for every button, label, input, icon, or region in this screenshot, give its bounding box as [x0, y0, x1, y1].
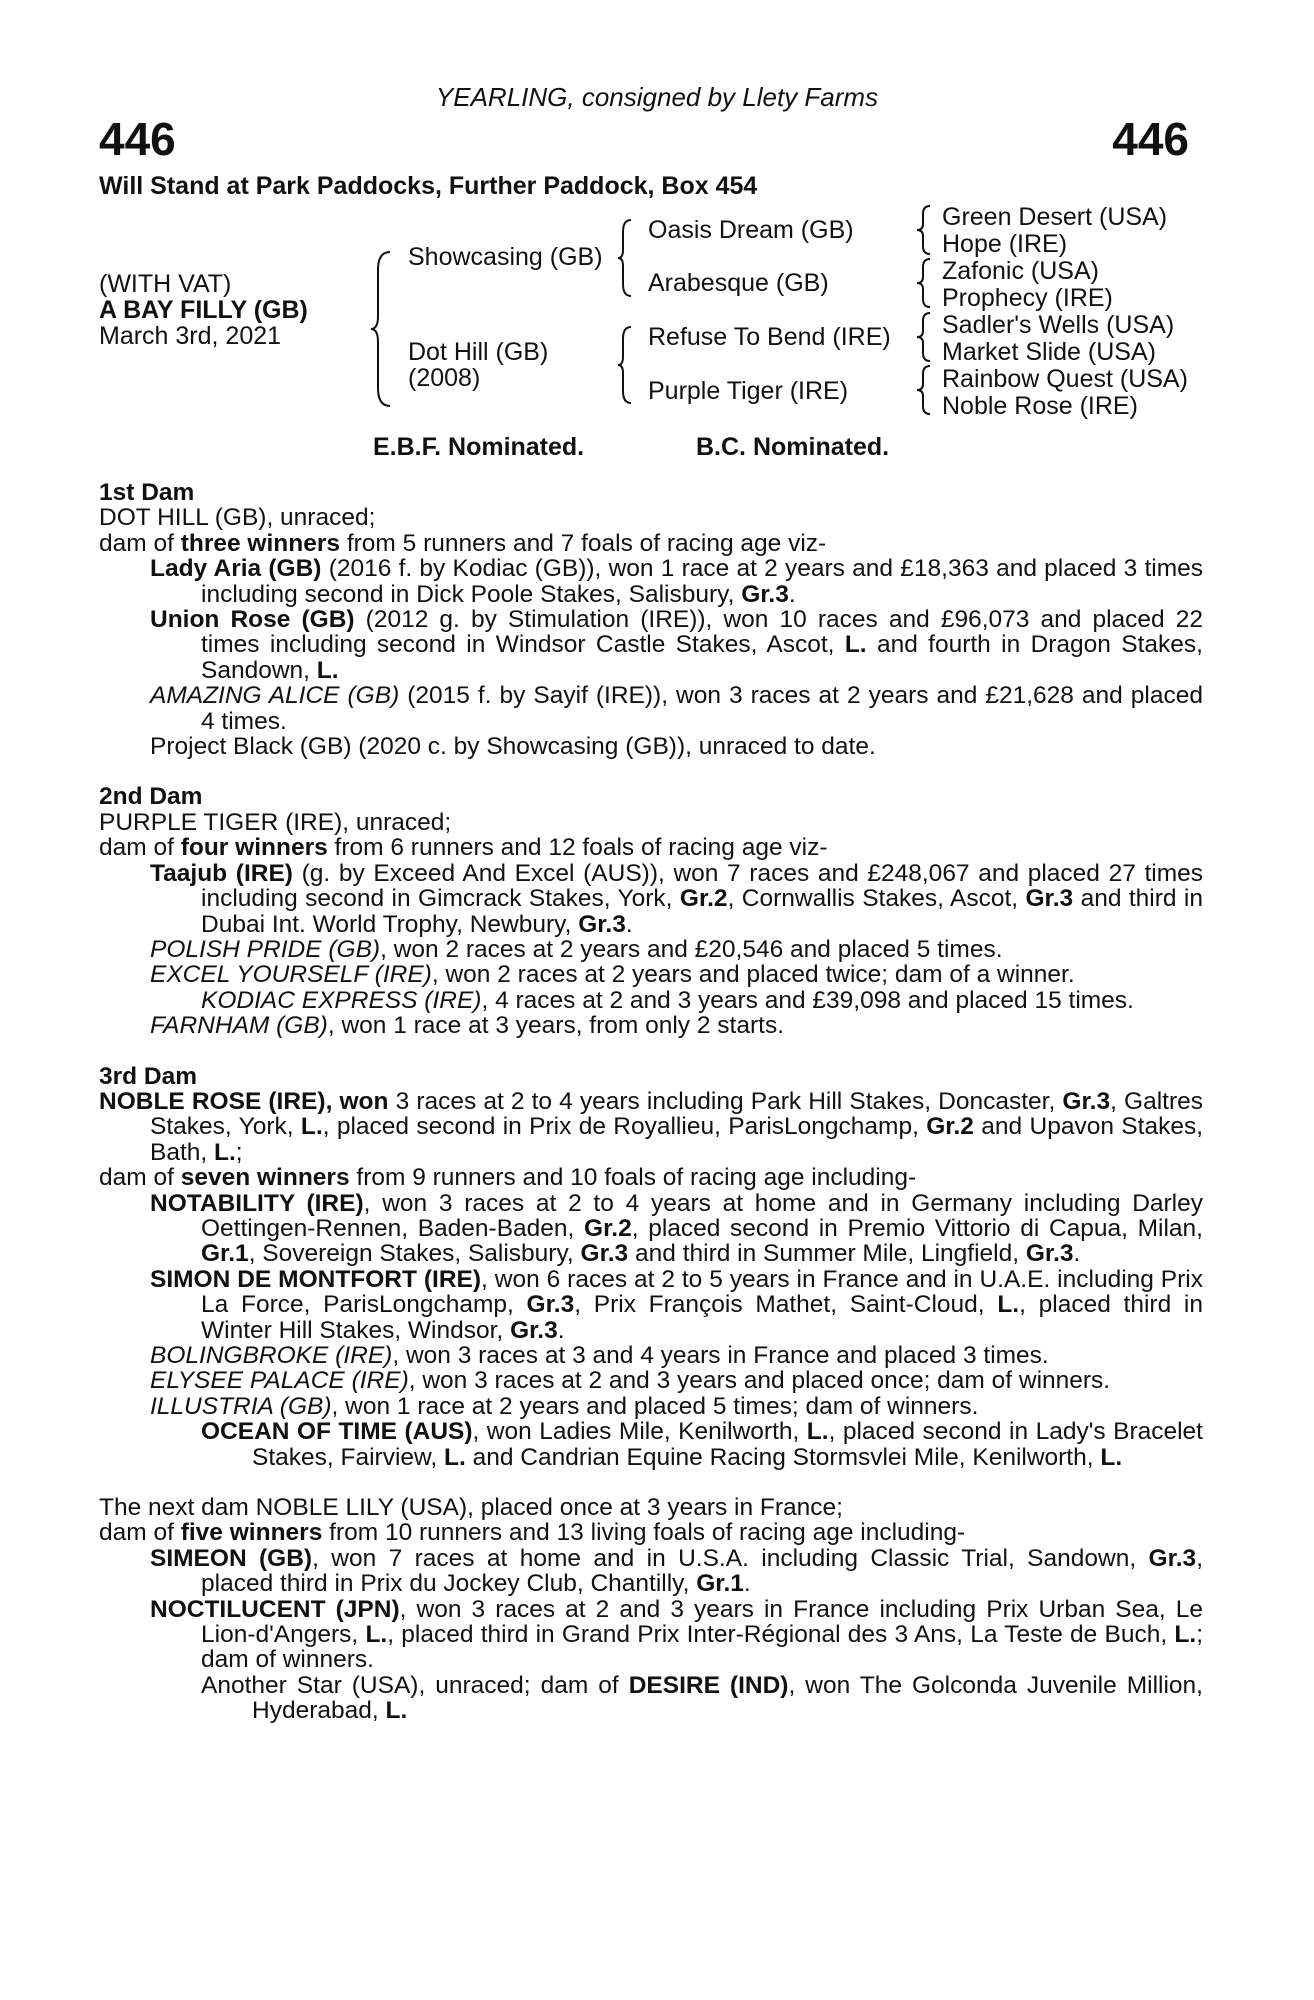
consignor-line: YEARLING, consigned by Llety Farms — [435, 82, 879, 112]
brace-g1 — [916, 204, 932, 256]
granddam-8: Noble Rose (IRE) — [942, 392, 1138, 420]
bc-nominated: B.C. Nominated. — [696, 433, 890, 461]
horse-name: A BAY FILLY (GB) — [99, 296, 308, 324]
produce-entry: FARNHAM (GB), won 1 race at 3 years, from only 2 starts. — [150, 1012, 785, 1040]
produce-entry: SIMON DE MONTFORT (IRE), won 6 races at 2 to 5 years in France and in U.A.E. including Prix La Force, ParisLongchamp, Gr.3, Prix François Mathet, Saint-Cloud, L., placed third in Winter Hill Stakes, Windsor, Gr.3. — [150, 1265, 1203, 1344]
dam-name: Dot Hill (GB) — [408, 338, 549, 366]
produce-entry: POLISH PRIDE (GB), won 2 races at 2 years and £20,546 and placed 5 times. — [150, 935, 1003, 963]
grandsire-7: Rainbow Quest (USA) — [942, 365, 1188, 393]
produce-entry: Lady Aria (GB) (2016 f. by Kodiac (GB)), won 1 race at 2 years and £18,363 and placed 3 times including second in Dick Poole Stakes, Salisbury, Gr.3. — [150, 555, 1203, 608]
granddam-2: Hope (IRE) — [942, 230, 1068, 258]
produce-entry: NOTABILITY (IRE), won 3 races at 2 to 4 years at home and in Germany including Darley Oettingen-Rennen, Baden-Baden, Gr.2, placed second in Premio Vittorio di Capua, Milan, Gr.1, Sovereign Stakes, Salisbury, Gr.3 and third in Summer Mile, Lingfield, Gr.3. — [150, 1189, 1203, 1268]
produce-entry: AMAZING ALICE (GB) (2015 f. by Sayif (IRE)), won 3 races at 2 years and £21,628 and placed 4 times. — [150, 682, 1204, 735]
lot-number-left: 446 — [99, 113, 176, 165]
produce-entry: Another Star (USA), unraced; dam of DESIRE (IND), won The Golconda Juvenile Million, Hyderabad, L. — [201, 1671, 1203, 1725]
brace-main — [370, 250, 392, 408]
catalogue-body — [99, 480, 1203, 1724]
produce-entry: ELYSEE PALACE (IRE), won 3 races at 2 and 3 years and placed once; dam of winners. — [150, 1367, 1111, 1395]
first-dam-title: 1st Dam — [99, 479, 195, 506]
produce-entry: EXCEL YOURSELF (IRE), won 2 races at 2 years and placed twice; dam of a winner. — [150, 961, 1075, 989]
dam-sire: Refuse To Bend (IRE) — [648, 323, 891, 351]
produce-entry: KODIAC EXPRESS (IRE), 4 races at 2 and 3 years and £39,098 and placed 15 times. — [201, 986, 1134, 1014]
brace-g4 — [916, 364, 932, 416]
brace-g3 — [916, 311, 932, 363]
foaled-date: March 3rd, 2021 — [99, 322, 282, 350]
produce-entry: Taajub (IRE) (g. by Exceed And Excel (AUS)), won 7 races and £248,067 and placed 27 times including second in Gimcrack Stakes, York, Gr.2, Cornwallis Stakes, Ascot, Gr.3 and third in Dubai Int. World Trophy, Newbury, Gr.3. — [150, 859, 1203, 938]
produce-entry: SIMEON (GB), won 7 races at home and in U.S.A. including Classic Trial, Sandown, Gr.3, placed third in Prix du Jockey Club, Chantilly, Gr.1. — [150, 1544, 1204, 1598]
produce-entry: BOLINGBROKE (IRE), won 3 races at 3 and 4 years in France and placed 3 times. — [150, 1342, 1049, 1369]
produce-entry: Project Black (GB) (2020 c. by Showcasing (GB)), unraced to date. — [150, 733, 876, 761]
dam-year: (2008) — [408, 364, 481, 392]
vat-note: (WITH VAT) — [99, 270, 232, 298]
next-dam-produce-summary: dam of five winners from 10 runners and 13 living foals of racing age including- — [99, 1519, 966, 1547]
produce-entry: NOCTILUCENT (JPN), won 3 races at 2 and 3 years in France including Prix Urban Sea, Le Lion-d'Angers, L., placed third in Grand Prix Inter-Régional des 3 Ans, La Teste de Buch, L.; dam of winners. — [150, 1595, 1203, 1674]
first-dam-line: DOT HILL (GB), unraced; — [99, 504, 376, 532]
brace-sire — [617, 218, 633, 298]
produce-entry: ILLUSTRIA (GB), won 1 race at 2 years and placed 5 times; dam of winners. — [150, 1392, 979, 1420]
sire-name: Showcasing (GB) — [408, 243, 603, 271]
grandsire-3: Zafonic (USA) — [942, 257, 1099, 285]
grandsire-1: Green Desert (USA) — [942, 203, 1168, 231]
grandsire-5: Sadler's Wells (USA) — [942, 311, 1175, 339]
produce-entry: OCEAN OF TIME (AUS), won Ladies Mile, Kenilworth, L., placed second in Lady's Bracelet Stakes, Fairview, L. and Candrian Equine Racing Stormsvlei Mile, Kenilworth, L. — [201, 1418, 1203, 1471]
third-dam-title: 3rd Dam — [99, 1062, 198, 1090]
third-dam-produce-summary: dam of seven winners from 9 runners and 10 foals of racing age including- — [99, 1164, 917, 1192]
second-dam-produce-summary: dam of four winners from 6 runners and 12 foals of racing age viz- — [99, 834, 828, 862]
next-dam-line: The next dam NOBLE LILY (USA), placed once at 3 years in France; — [99, 1494, 843, 1522]
ebf-nominated: E.B.F. Nominated. — [373, 433, 585, 461]
dam-dam: Purple Tiger (IRE) — [648, 377, 849, 405]
sire-sire: Oasis Dream (GB) — [648, 216, 854, 244]
stand-line: Will Stand at Park Paddocks, Further Paddock, Box 454 — [99, 172, 758, 200]
second-dam-line: PURPLE TIGER (IRE), unraced; — [99, 808, 452, 836]
granddam-4: Prophecy (IRE) — [942, 284, 1113, 312]
brace-dam — [617, 325, 633, 405]
granddam-6: Market Slide (USA) — [942, 338, 1156, 366]
third-dam-line: NOBLE ROSE (IRE), won 3 races at 2 to 4 years including Park Hill Stakes, Doncaster, Gr.3, Galtres Stakes, York, L., placed second in Prix de Royallieu, ParisLongchamp, Gr.2 and Upavon Stakes, Bath, L.; — [99, 1087, 1204, 1166]
lot-number-right: 446 — [1112, 113, 1189, 165]
produce-entry: Union Rose (GB) (2012 g. by Stimulation (IRE)), won 10 races and £96,073 and placed 22 times including second in Windsor Castle Stakes, Ascot, L. and fourth in Dragon Stakes, Sandown, L. — [150, 606, 1203, 684]
sire-dam: Arabesque (GB) — [648, 269, 829, 297]
brace-g2 — [916, 257, 932, 309]
second-dam-title: 2nd Dam — [99, 783, 203, 811]
first-dam-produce-summary: dam of three winners from 5 runners and 7 foals of racing age viz- — [99, 529, 827, 557]
